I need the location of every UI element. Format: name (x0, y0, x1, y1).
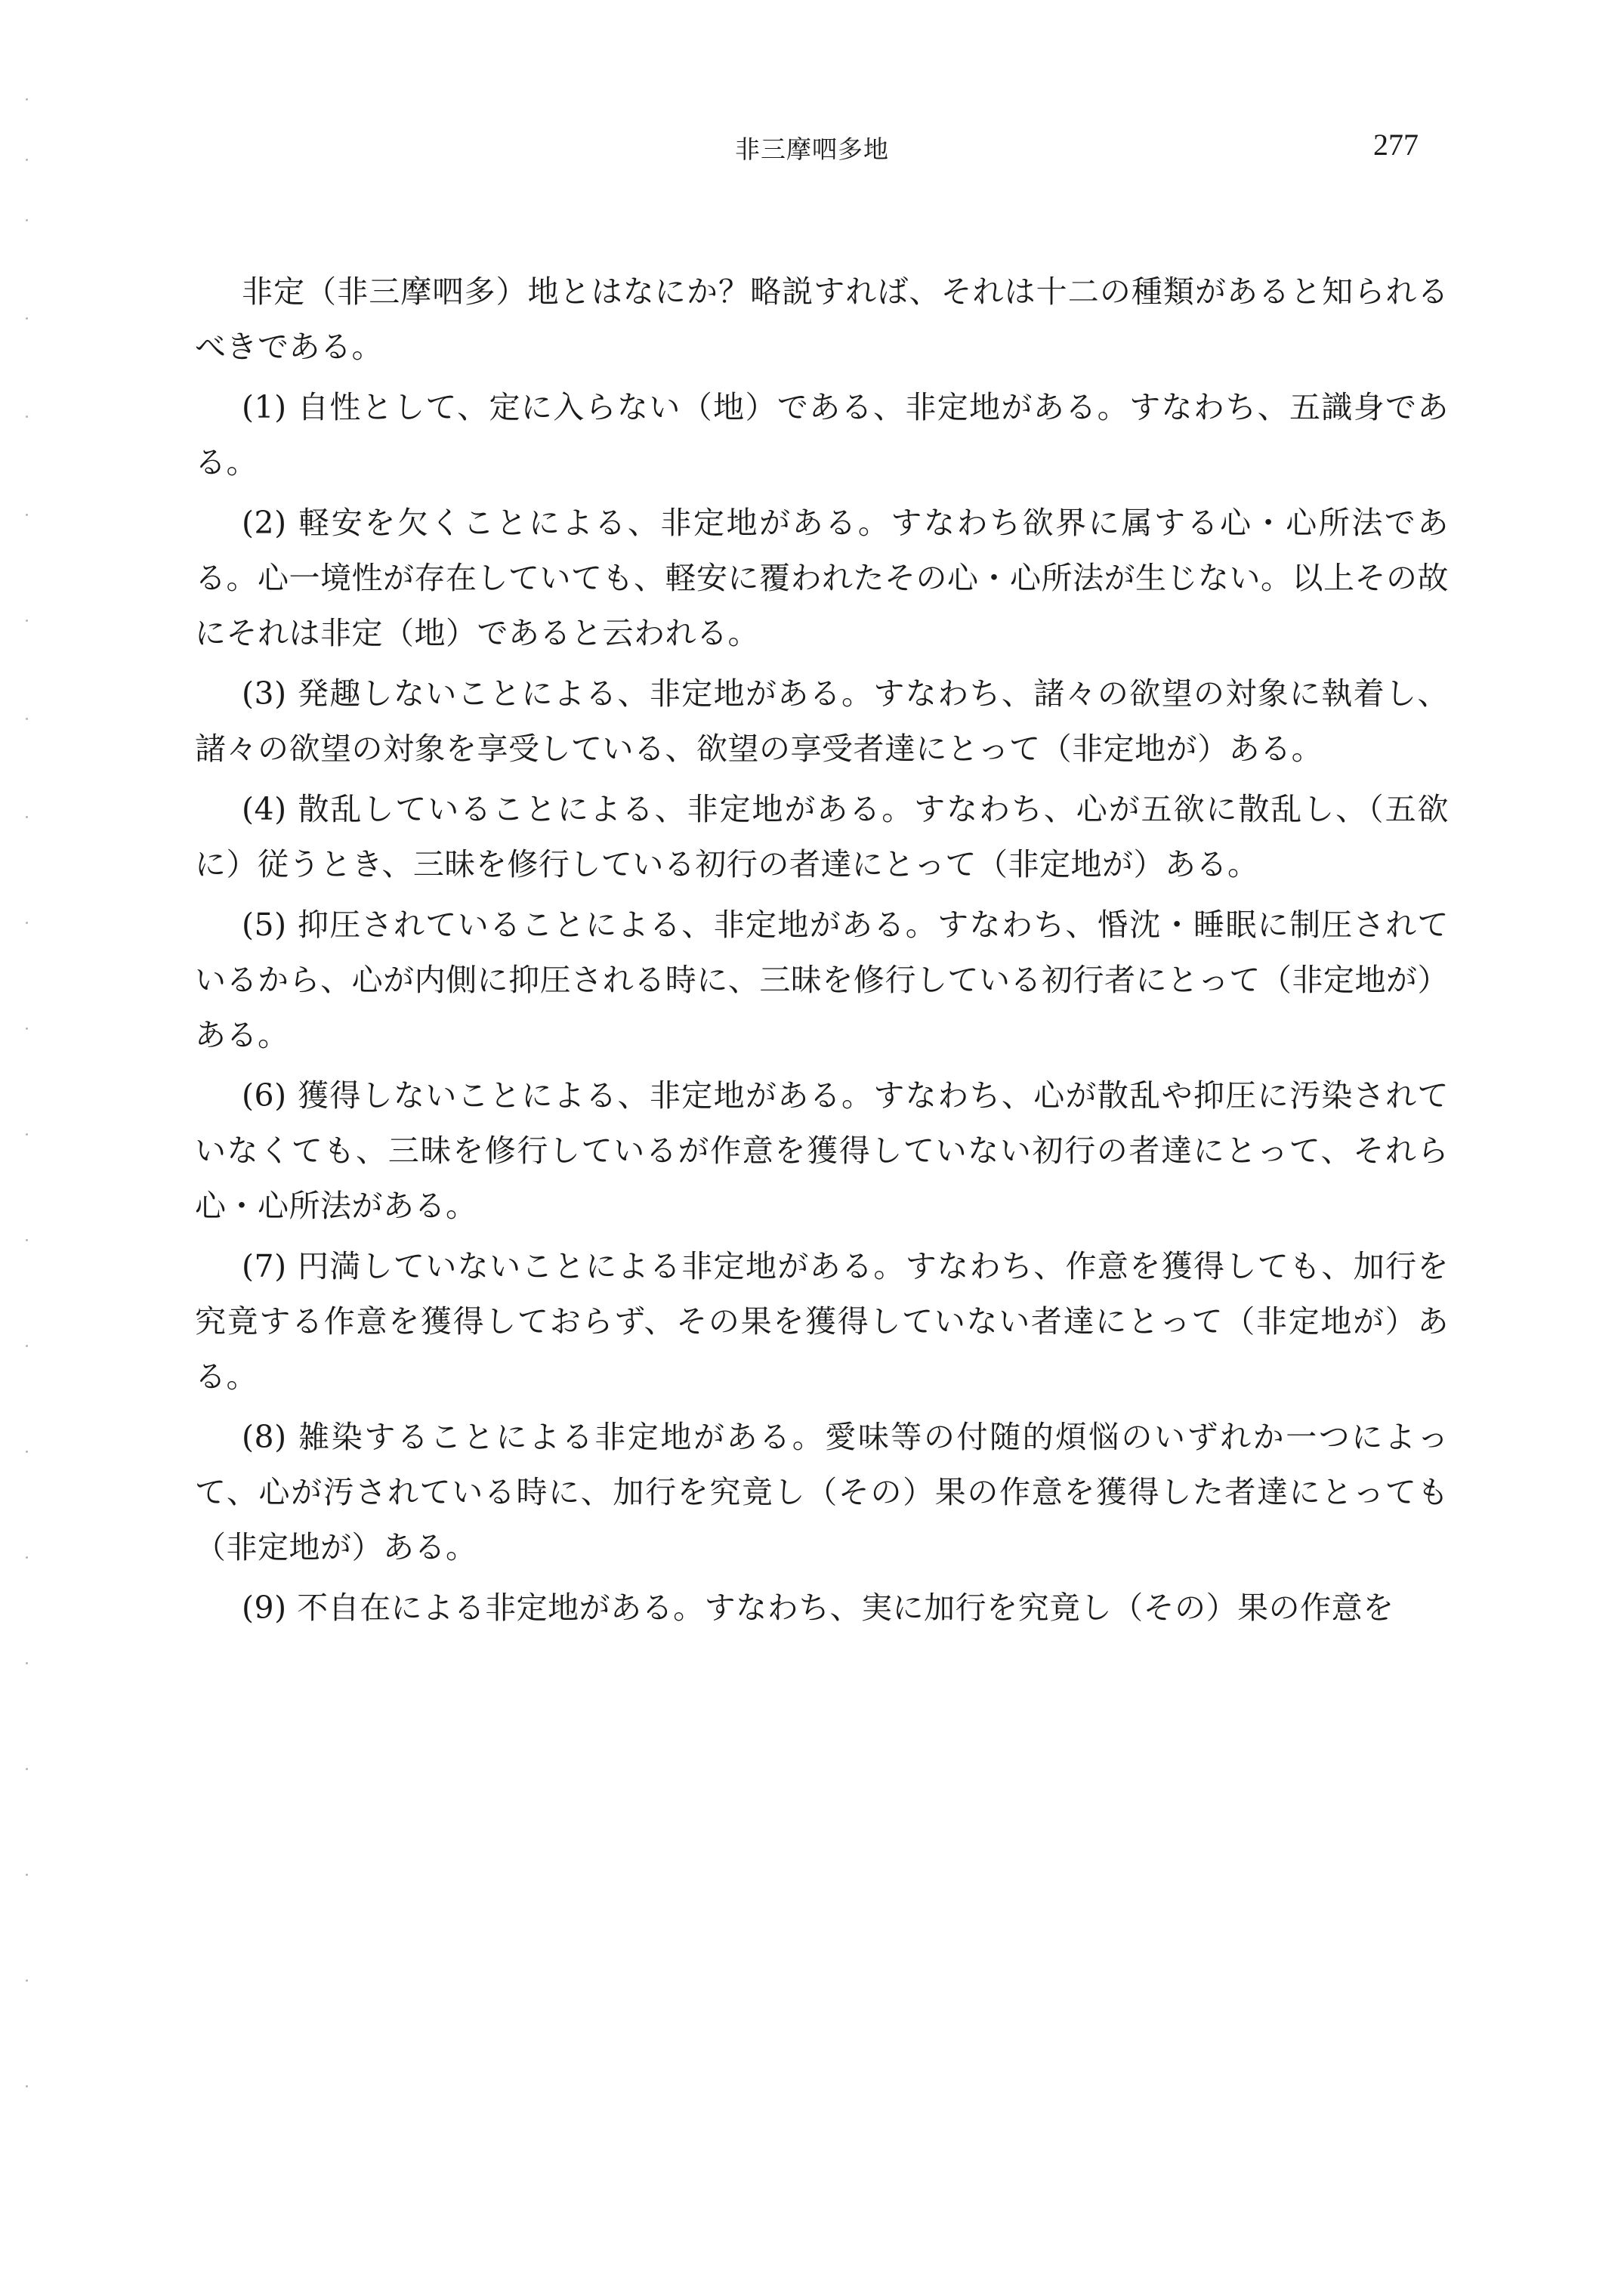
paragraph-item-3: (3) 発趣しないことによる、非定地がある。すなわち、諸々の欲望の対象に執着し、諸々の欲望の対象を享受している、欲望の享受者達にとって（非定地が）ある。 (195, 675, 1449, 767)
paragraph-item-6: (6) 獲得しないことによる、非定地がある。すなわち、心が散乱や抑圧に汚染されていなくても、三昧を修行しているが作意を獲得していない初行の者達にとって、それら心・心所法がある。 (195, 1077, 1449, 1224)
paragraph-item-8: (8) 雑染することによる非定地がある。愛味等の付随的煩悩のいずれか一つによって、心が汚されている時に、加行を究竟し（その）果の作意を獲得した者達にとっても（非定地が）ある。 (195, 1419, 1449, 1565)
running-title: 非三摩呬多地 (735, 134, 889, 164)
paragraph-item-4: (4) 散乱していることによる、非定地がある。すなわち、心が五欲に散乱し、（五欲に）従うとき、三昧を修行している初行の者達にとって（非定地が）ある。 (195, 791, 1449, 882)
paragraph-item-5: (5) 抑圧されていることによる、非定地がある。すなわち、惛沈・睡眠に制圧されているから、心が内側に抑圧される時に、三昧を修行している初行者にとって（非定地が）ある。 (195, 907, 1449, 1053)
body-text (195, 264, 1449, 1636)
page-number: 277 (1373, 128, 1419, 162)
paragraph-intro: 非定（非三摩呬多）地とはなにか？略説すれば、それは十二の種類があると知られるべきである。 (195, 273, 1449, 365)
paragraph-item-9: (9) 不自在による非定地がある。すなわち、実に加行を究竟し（その）果の作意を (242, 1590, 1394, 1626)
scan-margin-marks (26, 91, 30, 2206)
paragraph-item-7: (7) 円満していないことによる非定地がある。すなわち、作意を獲得しても、加行を究竟する作意を獲得しておらず、その果を獲得していない者達にとって（非定地が）ある。 (195, 1248, 1449, 1395)
paragraph-item-2: (2) 軽安を欠くことによる、非定地がある。すなわち欲界に属する心・心所法である。心一境性が存在していても、軽安に覆われたその心・心所法が生じない。以上その故にそれは非定（地）であると云われる。 (195, 505, 1449, 651)
paragraph-item-1: (1) 自性として、定に入らない（地）である、非定地がある。すなわち、五識身である。 (195, 389, 1449, 481)
